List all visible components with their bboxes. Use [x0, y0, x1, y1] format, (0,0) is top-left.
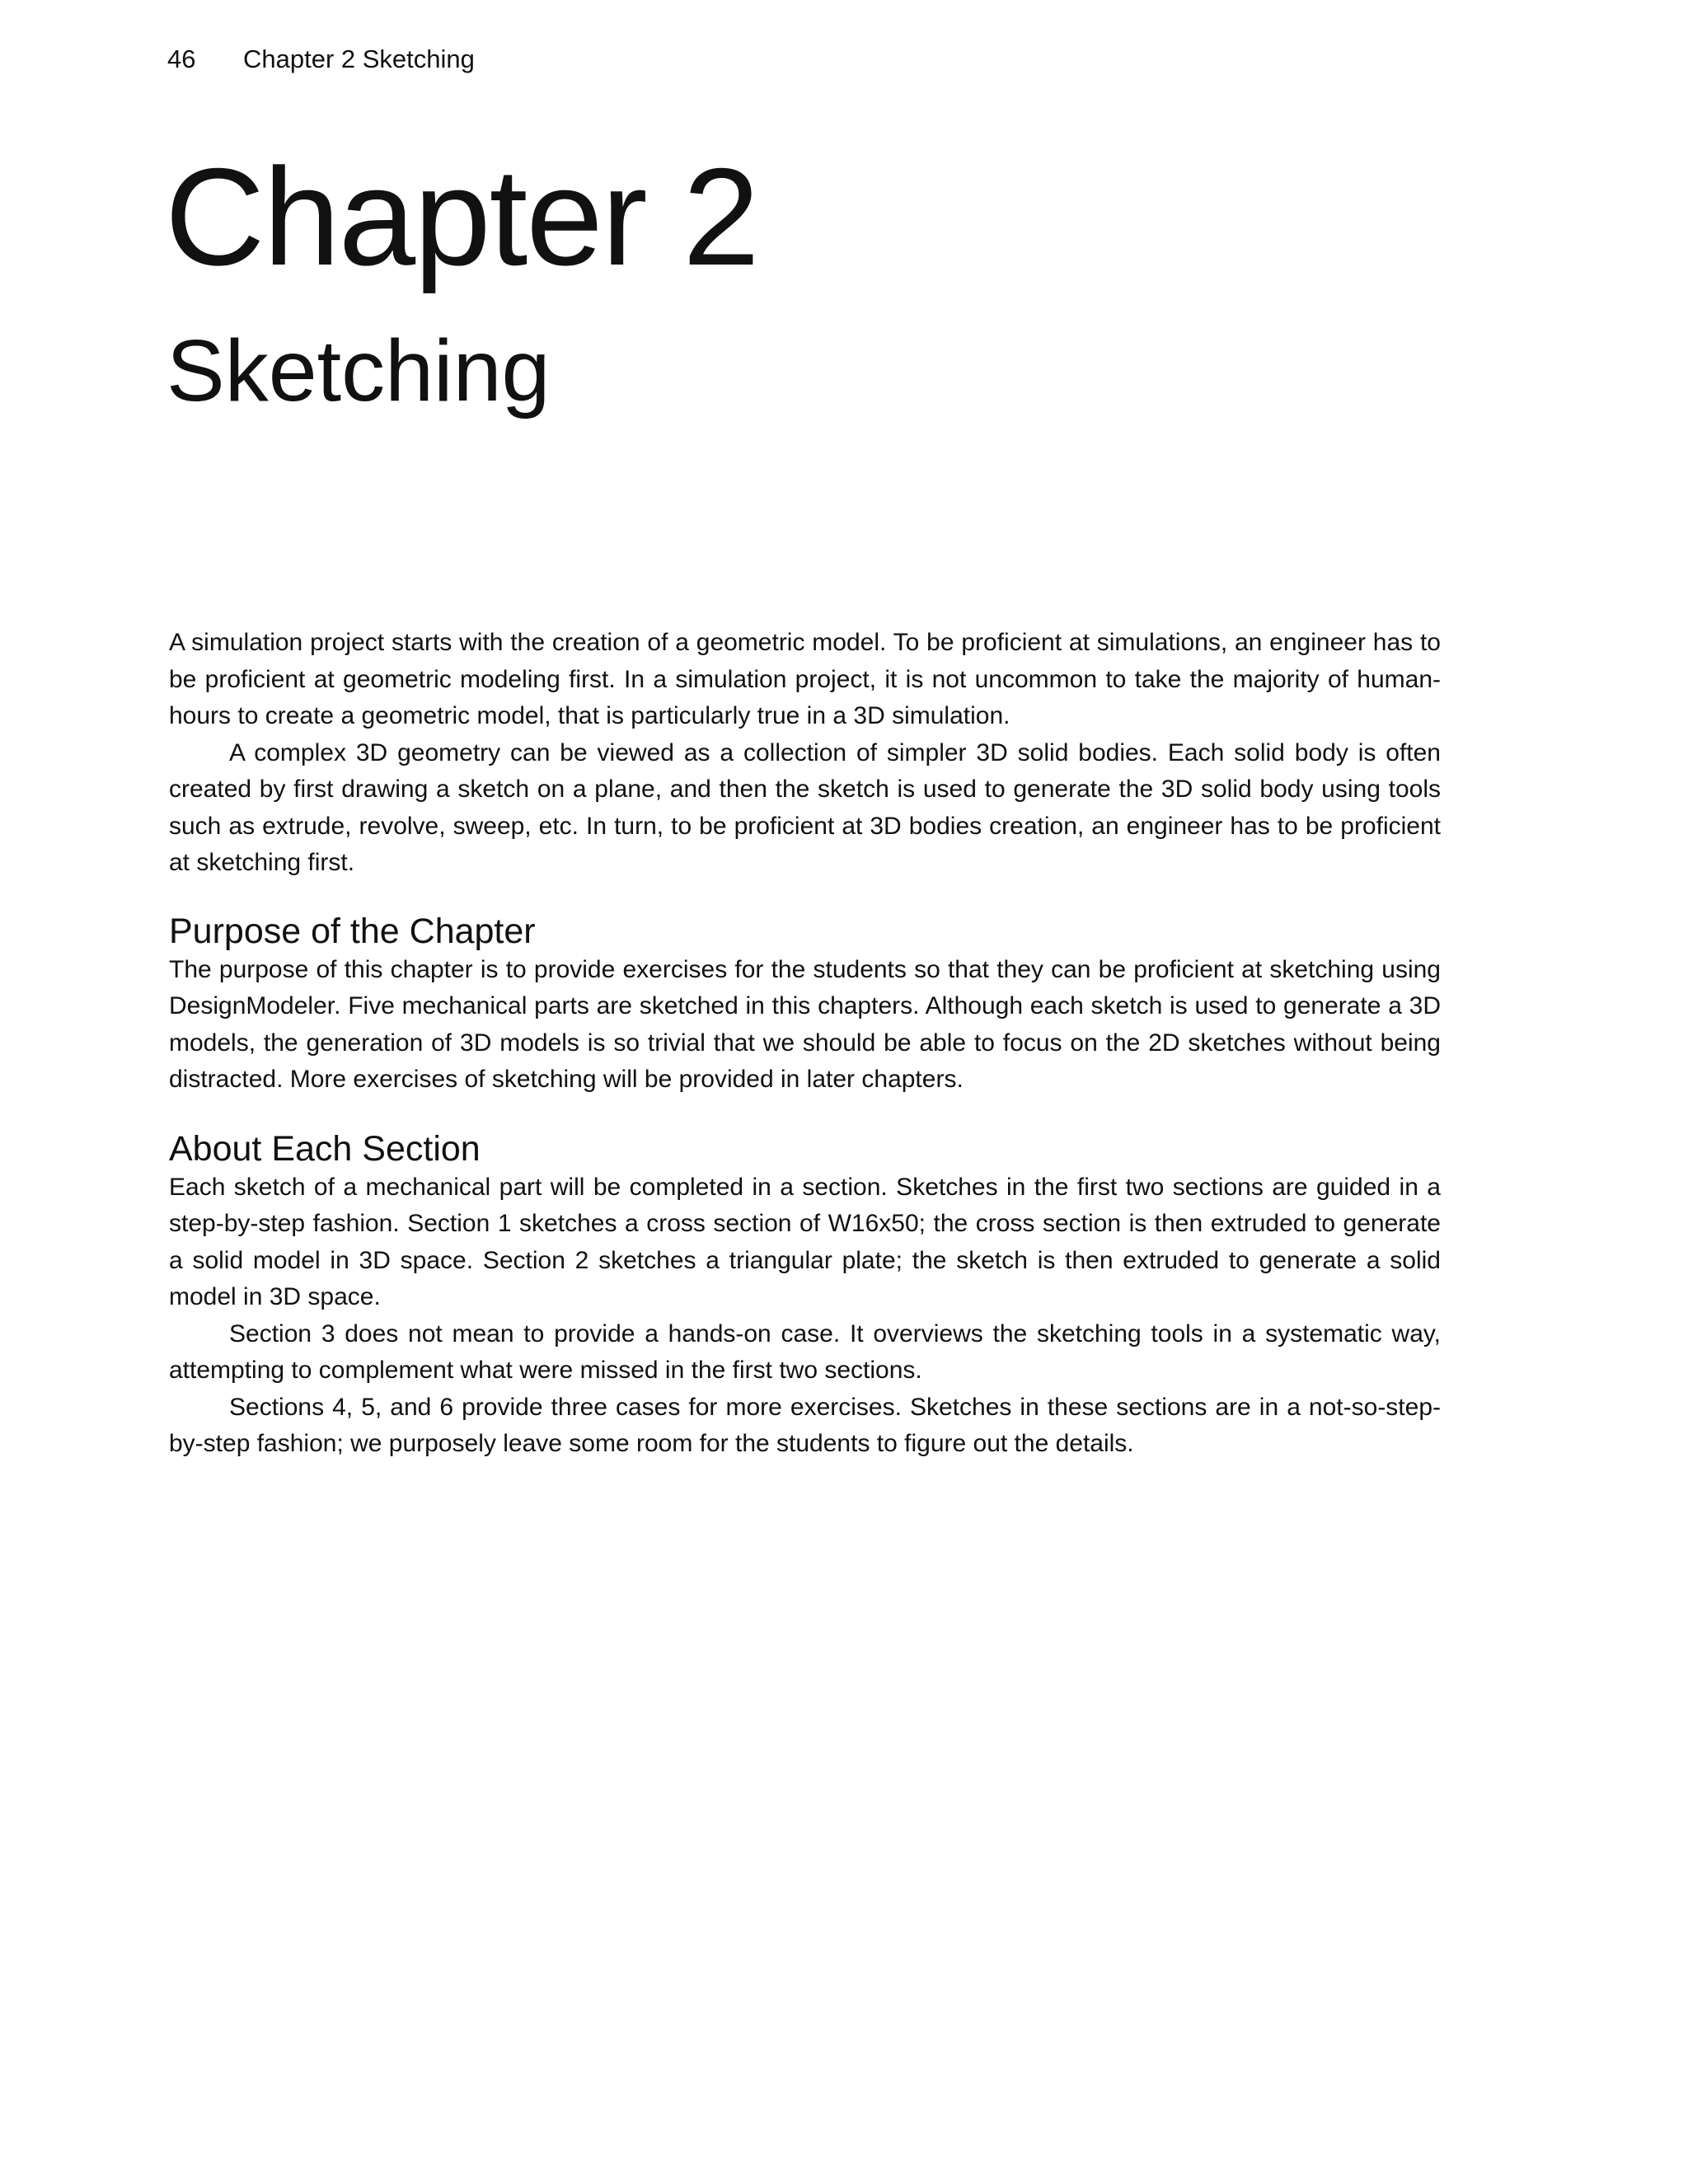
running-head-title: Chapter 2 Sketching — [243, 45, 475, 73]
running-head — [167, 43, 475, 76]
about-paragraph: Each sketch of a mechanical part will be completed in a section. Sketches in the first two sections are guided in a step-by-step fashion. Section 1 sketches a cross section of W16x50; the cross section is then extruded to generate a solid model in 3D space. Section 2 sketches a triangular plate; the sketch is then extruded to generate a solid model in 3D space. — [169, 1173, 1441, 1310]
chapter-number: Chapter 2 — [165, 139, 758, 294]
body-text — [169, 625, 1441, 1463]
about-paragraph: Section 3 does not mean to provide a hands-on case. It overviews the sketching tools in a systematic way, attempting to complement what were missed in the first two sections. — [169, 1319, 1441, 1384]
purpose-paragraph: The purpose of this chapter is to provide exercises for the students so that they can be proficient at sketching using DesignModeler. Five mechanical parts are sketched in this chapters. Although each sketch is used to generate a 3D models, the generation of 3D models is so trivial that we should be able to focus on the 2D sketches without being distracted. More exercises of sketching will be provided in later chapters. — [169, 955, 1441, 1093]
section-heading-purpose: Purpose of the Chapter — [169, 911, 536, 951]
chapter-title: Sketching — [166, 322, 551, 419]
about-paragraph: Sections 4, 5, and 6 provide three cases for more exercises. Sketches in these sections are in a not-so-step-by-step fashion; we purposely leave some room for the students to figure out the details. — [169, 1393, 1441, 1457]
intro-paragraph: A simulation project starts with the creation of a geometric model. To be proficient at simulations, an engineer has to be proficient at geometric modeling first. In a simulation project, it is not uncommon to take the majority of human-hours to create a geometric model, that is particularly true in a 3D simulation. — [169, 629, 1441, 729]
page-number: 46 — [167, 45, 196, 73]
intro-paragraph: A complex 3D geometry can be viewed as a collection of simpler 3D solid bodies. Each solid body is often created by first drawing a sketch on a plane, and then the sketch is used to generate the 3D solid body using tools such as extrude, revolve, sweep, etc. In turn, to be proficient at 3D bodies creation, an engineer has to be proficient at sketching first. — [169, 738, 1441, 876]
section-heading-about: About Each Section — [169, 1128, 481, 1169]
